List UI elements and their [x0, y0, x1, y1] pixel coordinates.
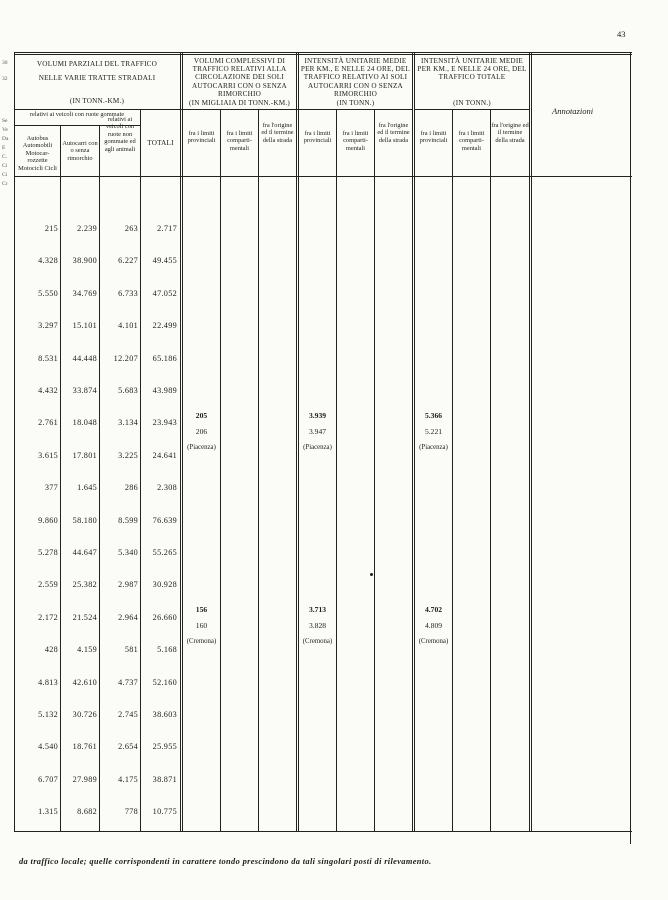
cell-autobus: 428: [44, 645, 58, 654]
header-intensita-totale: INTENSITÀ UNITARIE MEDIE PER KM., E NELLE 24 ORE, DEL TRAFFICO TOTALE: [417, 57, 527, 82]
cell-autocarri: 33.874: [72, 386, 97, 395]
piacenza-totale: 5.221: [424, 427, 443, 436]
header-volumi-complessivi: VOLUMI COMPLESSIVI DI TRAFFICO RELATIVI ALLA CIRCOLAZIONE DEI SOLI AUTOCARRI CON O SENZA RIMORCHIO: [192, 57, 287, 98]
cell-autocarri: 21.524: [72, 613, 97, 622]
cell-autobus: 5.550: [38, 289, 58, 298]
cell-autobus: 3.297: [38, 321, 58, 330]
cell-totali: 38.603: [152, 710, 177, 719]
cell-autocarri: 44.448: [72, 354, 97, 363]
cell-totali: 5.168: [157, 645, 177, 654]
cell-totali: 23.943: [152, 418, 177, 427]
cell-autobus: 9.860: [38, 516, 58, 525]
piacenza-label: (Piacenza): [303, 444, 332, 451]
header-intensita-autocarri: INTENSITÀ UNITARIE MEDIE PER KM., E NELLE 24 ORE, DEL TRAFFICO RELATIVO AI SOLI AUTOCARRI CON O SENZA RIMORCHIO: [300, 57, 411, 98]
cell-autocarri: 4.159: [77, 645, 97, 654]
subheader-compartimentali: fra i limiti comparti- mentali: [458, 130, 485, 152]
cell-autobus: 2.761: [38, 418, 58, 427]
piacenza-autocarri: 3.947: [308, 427, 327, 436]
cell-totali: 22.499: [152, 321, 177, 330]
cell-non-gommate: 2.745: [118, 710, 138, 719]
cell-autocarri: 44.647: [72, 548, 97, 557]
piacenza-volumi-bold: 205: [195, 411, 208, 420]
cell-autocarri: 1.645: [77, 483, 97, 492]
subheader-origine: fra l'origine ed il termine della strada: [377, 122, 410, 144]
header-autocarri: Autocarri con o senza rimorchio: [62, 140, 98, 162]
cell-non-gommate: 6.733: [118, 289, 138, 298]
cremona-autocarri: 3.828: [308, 621, 327, 630]
subheader-origine: fra l'origine ed il termine della strada: [491, 122, 529, 144]
cell-non-gommate: 6.227: [118, 256, 138, 265]
cell-autobus: 1.315: [38, 807, 58, 816]
cell-non-gommate: 2.654: [118, 742, 138, 751]
piacenza-volumi: 206: [195, 427, 208, 436]
cell-non-gommate: 5.683: [118, 386, 138, 395]
cell-non-gommate: 263: [124, 224, 138, 233]
cell-autobus: 4.540: [38, 742, 58, 751]
cell-autobus: 4.432: [38, 386, 58, 395]
cell-autocarri: 17.801: [72, 451, 97, 460]
header-volumi-parziali: VOLUMI PARZIALI DEL TRAFFICO: [36, 60, 158, 68]
header-totali: TOTALI: [147, 139, 174, 147]
header-unit-tonn-km: (IN TONN.-KM.): [69, 97, 125, 105]
header-autobus: Autobus Automobili Motocar- rozzette Motocicli Cicli: [18, 135, 57, 172]
cell-totali: 25.955: [152, 742, 177, 751]
margin-mark: Se: [2, 118, 8, 124]
subheader-compartimentali: fra i limiti comparti- mentali: [342, 130, 369, 152]
cell-totali: 52.160: [152, 678, 177, 687]
margin-mark: 32: [2, 76, 8, 82]
header-annotazioni: Annotazioni: [552, 106, 594, 116]
cremona-autocarri-bold: 3.713: [308, 605, 327, 614]
cell-non-gommate: 4.101: [118, 321, 138, 330]
cell-totali: 43.989: [152, 386, 177, 395]
margin-mark: 30: [2, 60, 8, 66]
cell-totali: 10.775: [152, 807, 177, 816]
subheader-compartimentali: fra i limiti comparti- mentali: [226, 130, 253, 152]
cell-totali: 55.265: [152, 548, 177, 557]
cell-totali: 2.717: [157, 224, 177, 233]
cell-autocarri: 34.769: [72, 289, 97, 298]
header-unit-tonn-2: (IN TONN.): [453, 99, 491, 107]
cell-autocarri: 18.761: [72, 742, 97, 751]
cell-non-gommate: 4.175: [118, 775, 138, 784]
cell-autobus: 215: [44, 224, 58, 233]
cell-totali: 76.639: [152, 516, 177, 525]
cell-autobus: 2.559: [38, 580, 58, 589]
subheader-provinciali: fra i limiti provinciali: [303, 130, 332, 145]
cell-non-gommate: 2.964: [118, 613, 138, 622]
page-number: 43: [617, 29, 626, 39]
cremona-volumi-bold: 156: [195, 605, 208, 614]
cell-totali: 38.871: [152, 775, 177, 784]
margin-mark: Ci: [2, 163, 8, 169]
cell-autocarri: 2.239: [77, 224, 97, 233]
cell-totali: 2.308: [157, 483, 177, 492]
cell-non-gommate: 581: [124, 645, 138, 654]
cell-autocarri: 30.726: [72, 710, 97, 719]
margin-mark: E: [2, 145, 6, 151]
cell-non-gommate: 8.599: [118, 516, 138, 525]
ink-dot: [370, 573, 373, 576]
cremona-label: (Cremona): [302, 638, 333, 645]
cremona-volumi: 160: [195, 621, 208, 630]
cell-autobus: 6.707: [38, 775, 58, 784]
cell-autobus: 3.615: [38, 451, 58, 460]
piacenza-label: (Piacenza): [419, 444, 448, 451]
cell-autocarri: 8.682: [77, 807, 97, 816]
cell-totali: 65.186: [152, 354, 177, 363]
cremona-totale-bold: 4.702: [424, 605, 443, 614]
cell-totali: 49.455: [152, 256, 177, 265]
cell-autocarri: 42.610: [72, 678, 97, 687]
header-relativi-gommate: relativi ai veicoli con ruote gommate: [29, 111, 125, 118]
cell-non-gommate: 3.134: [118, 418, 138, 427]
cell-autocarri: 15.101: [72, 321, 97, 330]
cell-totali: 26.660: [152, 613, 177, 622]
cell-autobus: 5.132: [38, 710, 58, 719]
cremona-totale: 4.809: [424, 621, 443, 630]
cell-totali: 30.928: [152, 580, 177, 589]
cell-non-gommate: 2.987: [118, 580, 138, 589]
cell-autobus: 8.531: [38, 354, 58, 363]
cell-non-gommate: 3.225: [118, 451, 138, 460]
subheader-origine: fra l'origine ed il termine della strada: [261, 122, 294, 144]
margin-mark: Ci: [2, 172, 8, 178]
header-unit-tonn-1: (IN TONN.): [336, 99, 375, 107]
cell-autobus: 4.328: [38, 256, 58, 265]
cell-non-gommate: 4.737: [118, 678, 138, 687]
margin-mark: Ve: [2, 127, 8, 133]
header-volumi-parziali-2: NELLE VARIE TRATTE STRADALI: [38, 74, 156, 83]
margin-mark: Cr: [2, 181, 8, 187]
footer-note: da traffico locale; quelle corrispondenti in carattere tondo prescindono da tali singolari posti di rilevamento.: [19, 857, 432, 866]
cell-autobus: 5.278: [38, 548, 58, 557]
cell-autobus: 2.172: [38, 613, 58, 622]
cell-non-gommate: 286: [124, 483, 138, 492]
header-non-gommate: relativi ai veicoli con ruote non gommate ed agli animali: [104, 116, 136, 153]
piacenza-totale-bold: 5.366: [424, 411, 443, 420]
cell-autocarri: 25.382: [72, 580, 97, 589]
cell-autocarri: 58.180: [72, 516, 97, 525]
piacenza-autocarri-bold: 3.939: [308, 411, 327, 420]
cell-autobus: 377: [44, 483, 58, 492]
cell-totali: 24.641: [152, 451, 177, 460]
cell-non-gommate: 5.340: [118, 548, 138, 557]
cell-autocarri: 18.048: [72, 418, 97, 427]
piacenza-label: (Piacenza): [187, 444, 216, 451]
header-unit-migliaia: (IN MIGLIAIA DI TONN.-KM.): [189, 99, 290, 107]
cell-autocarri: 38.900: [72, 256, 97, 265]
cremona-label: (Cremona): [186, 638, 217, 645]
subheader-provinciali: fra i limiti provinciali: [419, 130, 448, 145]
cremona-label: (Cremona): [418, 638, 449, 645]
cell-totali: 47.052: [152, 289, 177, 298]
cell-non-gommate: 778: [124, 807, 138, 816]
margin-mark: Da: [2, 136, 9, 142]
subheader-provinciali: fra i limiti provinciali: [187, 130, 216, 145]
cell-non-gommate: 12.207: [113, 354, 138, 363]
cell-autobus: 4.813: [38, 678, 58, 687]
margin-mark: C.: [2, 154, 8, 160]
cell-autocarri: 27.989: [72, 775, 97, 784]
